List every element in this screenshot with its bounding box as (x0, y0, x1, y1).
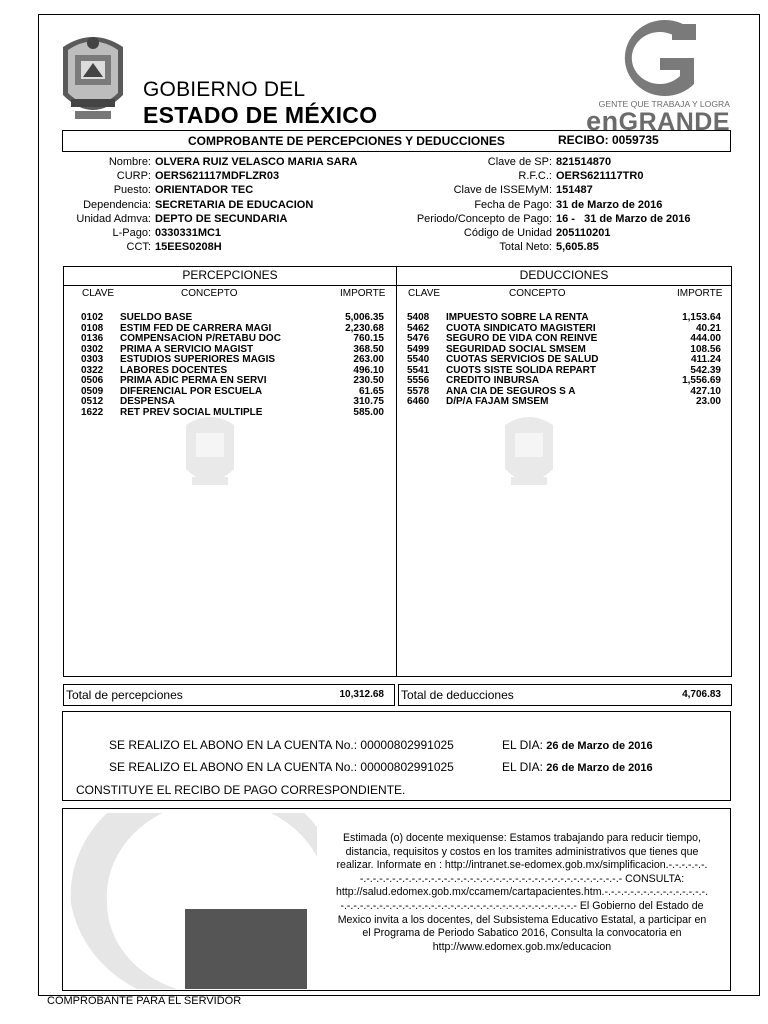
deposit-date-label: EL DIA: (502, 738, 543, 752)
row-concepto: RET PREV SOCIAL MULTIPLE (120, 406, 263, 418)
row-importe: 263.00 (353, 354, 384, 365)
info-row-puesto (60, 183, 358, 197)
row-concepto: ESTUDIOS SUPERIORES MAGIS (120, 354, 276, 365)
government-name-line1: GOBIERNO DEL (143, 78, 306, 101)
info-label: Clave de SP: (487, 156, 552, 168)
row-clave: 5408 (407, 312, 430, 323)
row-concepto: SUELDO BASE (120, 312, 193, 323)
info-row-dependencia (60, 198, 358, 212)
table-row (397, 313, 731, 324)
row-importe: 585.00 (353, 406, 384, 418)
row-clave: 0509 (81, 385, 104, 397)
document-title: COMPROBANTE DE PERCEPCIONES Y DEDUCCIONES (188, 134, 505, 148)
table-row (397, 334, 731, 345)
row-concepto: CUOTA SINDICATO MAGISTERI (446, 322, 596, 334)
total-deducciones-label: Total de deducciones (401, 688, 514, 702)
row-importe: 230.50 (353, 375, 384, 386)
row-clave: 1622 (81, 406, 104, 418)
row-clave: 0302 (81, 343, 104, 355)
info-label: Clave de ISSEMyM: (453, 184, 552, 197)
total-deducciones-box (398, 684, 732, 706)
row-clave: 0136 (81, 333, 104, 344)
row-importe: 368.50 (353, 343, 384, 355)
info-label: Puesto: (113, 184, 151, 197)
info-label: CURP: (116, 170, 151, 183)
g-logo-icon (614, 20, 700, 96)
watermark-seal-icon (182, 407, 238, 497)
row-clave: 5578 (407, 385, 430, 397)
deducciones-panel (396, 266, 732, 677)
slogan-tagline: GENTE QUE TRABAJA Y LOGRA (598, 99, 730, 109)
row-importe: 1,556.69 (682, 375, 721, 386)
row-importe: 496.10 (353, 364, 384, 376)
deposit-line-2: SE REALIZO EL ABONO EN LA CUENTA No.: 00000802991025 (109, 760, 454, 774)
table-row (64, 355, 396, 366)
slogan-prefix: en (586, 106, 619, 136)
info-label: Periodo/Concepto de Pago: (416, 212, 552, 225)
row-importe: 5,006.35 (345, 312, 384, 323)
notice-box (62, 808, 731, 991)
deposit-date-value: 26 de Marzo de 2016 (546, 740, 653, 752)
deposit-date-2 (502, 760, 653, 774)
info-row-lpago (60, 226, 358, 240)
notice-line: Mexico invita a los docentes, del Subsistema Educativo Estatal, a participar en (337, 913, 707, 926)
info-value: 16 - 31 de Marzo de 2016 (556, 212, 691, 225)
info-value: SECRETARIA DE EDUCACION (155, 198, 314, 211)
deposit-date-label: EL DIA: (502, 760, 543, 774)
table-row (397, 376, 731, 387)
notice-line: el Programa de Periodo Sabatico 2016, Consulta la convocatoria en (362, 927, 682, 940)
row-clave: 0512 (81, 396, 104, 407)
info-label: Unidad Admva: (76, 212, 151, 225)
info-row-unidad (60, 212, 358, 226)
receipt-number: RECIBO: 0059735 (558, 133, 659, 147)
row-importe: 310.75 (353, 396, 384, 407)
info-row-cct (60, 240, 358, 254)
row-concepto: IMPUESTO SOBRE LA RENTA (446, 312, 589, 323)
watermark-seal-icon (501, 407, 557, 497)
row-concepto: CUOTAS SERVICIOS DE SALUD (446, 354, 599, 365)
percepciones-title: PERCEPCIONES (182, 268, 278, 282)
notice-line: realizar. Informate en : http://intranet.se-edomex.gob.mx/simplificacion.-.-.-.-.-.-. (336, 859, 708, 872)
info-value: OERS621117MDFLZR03 (155, 170, 280, 183)
notice-line: -.-.-.-.-.-.-.-.-.-.-.-.-.-.-.-.-.-.-.-.-.-.-.-.-.-.-.-.-.-.-.-.-.-.-.-.-.-.-.-.- CONSULTA: (359, 872, 685, 885)
info-value: 5,605.85 (556, 241, 599, 254)
info-value: OLVERA RUIZ VELASCO MARIA SARA (155, 156, 358, 168)
table-row (64, 313, 396, 324)
row-clave: 5476 (407, 333, 430, 344)
row-importe: 427.10 (690, 385, 721, 397)
notice-line: -.-.-.-.-.-.-.-.-.-.-.-.-.-.-.-.-.-.-.-.-.-.-.-.-.-.-.-.-.-.-.-.-.-.-.-.- El Gobierno del Estado de (340, 899, 704, 912)
col-header-importe: IMPORTE (340, 288, 386, 299)
info-label: Fecha de Pago: (474, 198, 552, 211)
row-clave: 5556 (407, 375, 430, 386)
row-clave: 0506 (81, 375, 104, 386)
percepciones-rows (64, 313, 396, 418)
row-importe: 61.65 (358, 385, 384, 397)
deposit-box (62, 711, 731, 801)
table-row (397, 397, 731, 408)
info-row-periodo (395, 212, 691, 226)
state-seal-icon (57, 25, 129, 127)
total-percepciones-box (63, 684, 395, 706)
row-concepto: ESTIM FED DE CARRERA MAGI (120, 322, 272, 334)
deducciones-rows (397, 313, 731, 408)
total-percepciones-label: Total de percepciones (66, 688, 183, 702)
row-importe: 411.24 (690, 354, 721, 365)
info-value: 31 de Marzo de 2016 (556, 198, 663, 211)
row-importe: 542.39 (690, 364, 721, 376)
row-importe: 40.21 (695, 322, 721, 334)
row-importe: 23.00 (695, 396, 721, 407)
info-label: Código de Unidad (463, 227, 552, 240)
info-value: 0330331MC1 (155, 227, 222, 240)
panel-divider (397, 285, 731, 286)
panel-divider (64, 285, 396, 286)
row-concepto: LABORES DOCENTES (120, 364, 228, 376)
info-label: L-Pago: (112, 227, 151, 240)
row-clave: 0322 (81, 364, 104, 376)
table-row (64, 334, 396, 345)
info-row-nombre (60, 155, 358, 169)
row-importe: 1,153.64 (682, 312, 721, 323)
info-row-rfc (395, 169, 691, 183)
deposit-line-1: SE REALIZO EL ABONO EN LA CUENTA No.: 00000802991025 (109, 738, 454, 752)
row-clave: 5541 (407, 364, 430, 376)
info-label: CCT: (126, 241, 151, 254)
row-clave: 5540 (407, 354, 430, 365)
row-concepto: PRIMA A SERVICIO MAGIST (120, 343, 254, 355)
col-header-concepto: CONCEPTO (181, 288, 238, 299)
info-row-curp (60, 169, 358, 183)
row-concepto: SEGURIDAD SOCIAL SMSEM (446, 343, 586, 355)
table-row (64, 376, 396, 387)
notice-line: http://www.edomex.gob.mx/educacion (432, 940, 612, 953)
row-concepto: DIFERENCIAL POR ESCUELA (120, 385, 263, 397)
percepciones-panel (63, 266, 397, 677)
info-label: R.F.C.: (518, 170, 552, 183)
footer-label: COMPROBANTE PARA EL SERVIDOR (47, 995, 242, 1007)
info-value: 205110201 (556, 227, 611, 240)
table-row (64, 387, 396, 398)
deposit-date-value: 26 de Marzo de 2016 (546, 762, 653, 774)
info-value: DEPTO DE SECUNDARIA (155, 212, 288, 225)
info-row-clave-sp (395, 155, 691, 169)
row-clave: 5462 (407, 322, 430, 334)
row-importe: 760.15 (353, 333, 384, 344)
row-concepto: COMPENSACION P/RETABU DOC (120, 333, 281, 344)
total-percepciones-value: 10,312.68 (339, 689, 384, 700)
row-clave: 0108 (81, 322, 104, 334)
receipt-statement: CONSTITUYE EL RECIBO DE PAGO CORRESPONDIENTE. (76, 783, 406, 797)
notice-text (316, 832, 728, 954)
row-concepto: CREDITO INBURSA (446, 375, 540, 386)
info-label: Total Neto: (499, 241, 552, 254)
info-value: 151487 (556, 184, 593, 197)
info-value: 821514870 (556, 156, 612, 168)
total-deducciones-value: 4,706.83 (682, 689, 721, 700)
info-value: ORIENTADOR TEC (155, 184, 254, 197)
info-row-issemym (395, 183, 691, 197)
row-concepto: D/P/A FAJAM SMSEM (446, 396, 549, 407)
deducciones-title: DEDUCCIONES (519, 268, 609, 282)
row-concepto: CUOTS SISTE SOLIDA REPART (446, 364, 597, 376)
notice-line: distancia, requisitos y costos en los tramites administrativos que tienes que (345, 845, 699, 858)
government-name-line2: ESTADO DE MÉXICO (143, 102, 378, 128)
row-clave: 5499 (407, 343, 430, 355)
row-importe: 444.00 (690, 333, 721, 344)
info-value: OERS621117TR0 (556, 170, 644, 183)
deposit-date-1 (502, 738, 653, 752)
info-label: Nombre: (108, 156, 151, 168)
row-clave: 0303 (81, 354, 104, 365)
row-clave: 0102 (81, 312, 104, 323)
notice-line: Estimada (o) docente mexiquense: Estamos trabajando para reducir tiempo, (342, 832, 702, 844)
employee-info-right (395, 155, 691, 254)
info-row-fecha-pago (395, 198, 691, 212)
row-concepto: DESPENSA (120, 396, 176, 407)
g-logo-large-icon (67, 813, 317, 989)
slogan-main: GRANDE (618, 108, 730, 136)
col-header-clave: CLAVE (82, 288, 115, 299)
table-row (64, 397, 396, 408)
row-clave: 6460 (407, 396, 430, 407)
row-concepto: SEGURO DE VIDA CON REINVE (446, 333, 598, 344)
table-row (397, 355, 731, 366)
row-importe: 108.56 (690, 343, 721, 355)
col-header-importe: IMPORTE (677, 288, 723, 299)
info-label: Dependencia: (83, 198, 151, 211)
row-concepto: ANA CIA DE SEGUROS S A (446, 385, 576, 397)
col-header-concepto: CONCEPTO (509, 288, 566, 299)
employee-info-left (60, 155, 358, 254)
notice-line: http://salud.edomex.gob.mx/ccamem/cartapacientes.htm.-.-.-.-.-.-.-.-.-.-.-.-.-.-.-.-. (335, 886, 709, 899)
row-concepto: PRIMA ADIC PERMA EN SERVI (120, 375, 267, 386)
row-importe: 2,230.68 (345, 322, 384, 334)
info-value: 15EES0208H (155, 241, 222, 254)
col-header-clave: CLAVE (408, 288, 441, 299)
info-row-total-neto (395, 240, 691, 254)
table-row (64, 408, 396, 419)
info-row-codigo-unidad (395, 226, 691, 240)
